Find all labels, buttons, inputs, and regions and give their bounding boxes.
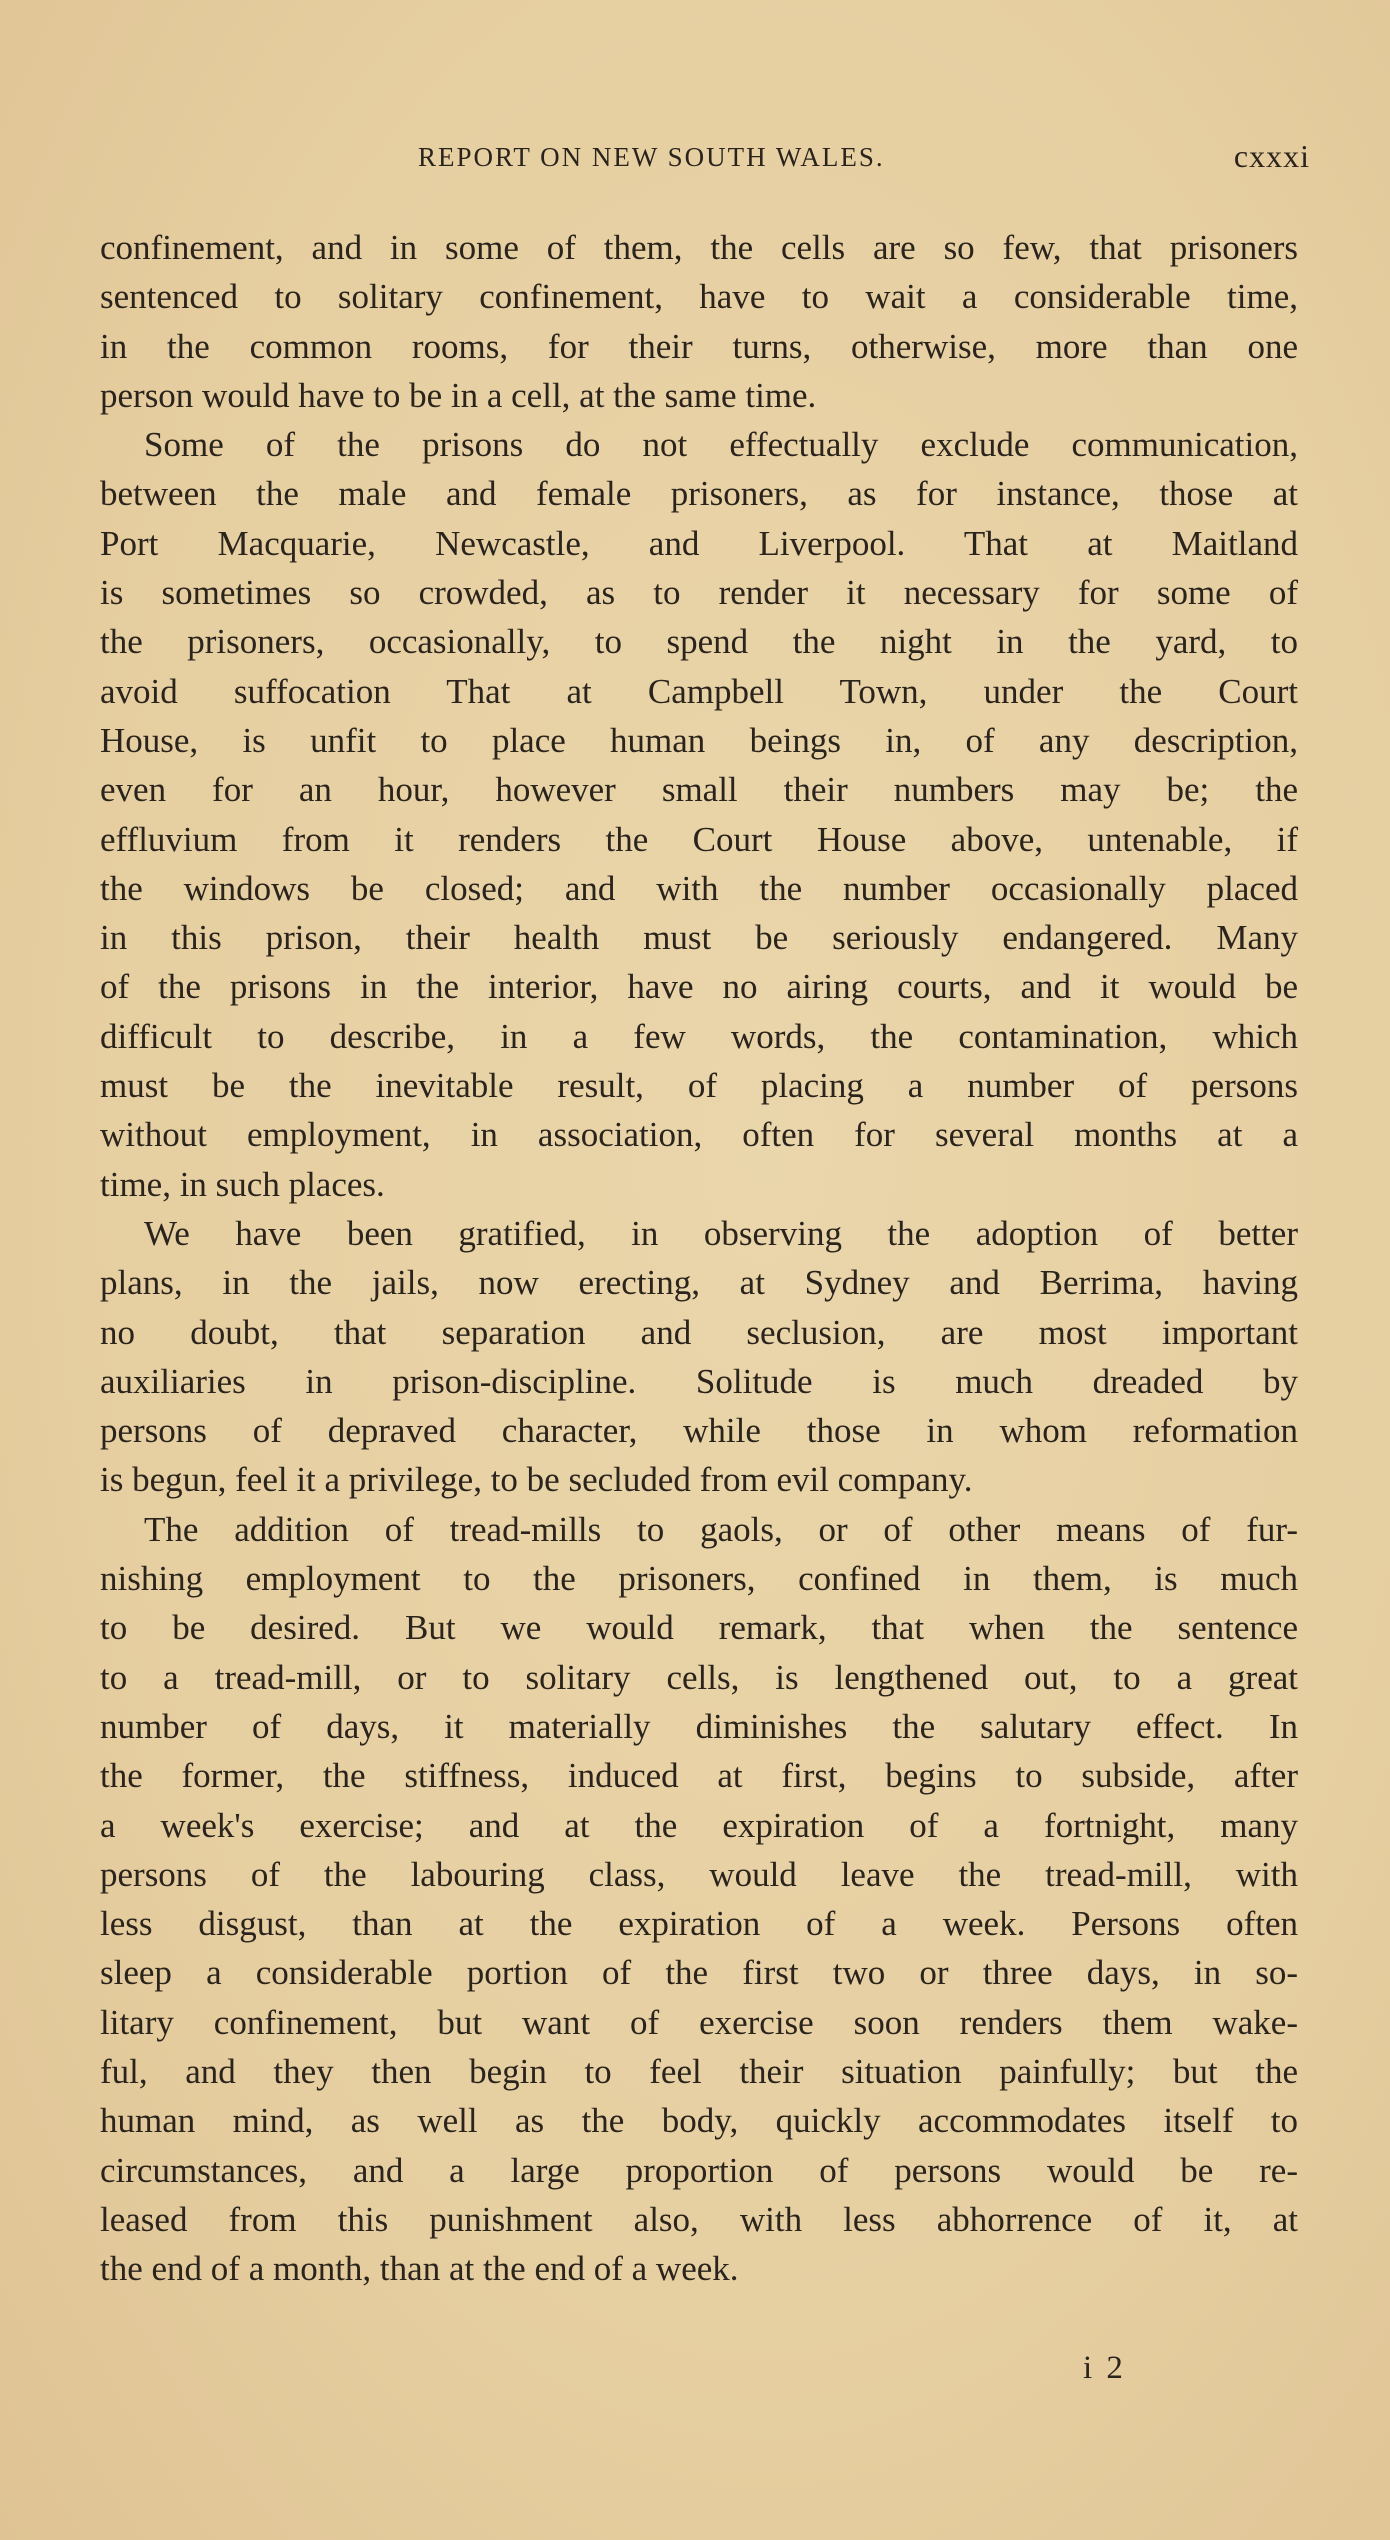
text-line: between the male and female prisoners, as for instance, those at <box>100 474 1298 514</box>
text-line: avoid suffocation That at Campbell Town, under the Court <box>100 671 1298 711</box>
text-line: in the common rooms, for their turns, otherwise, more than one <box>100 326 1298 366</box>
paragraph <box>100 223 1298 420</box>
text-line: plans, in the jails, now erecting, at Sydney and Berrima, having <box>100 1263 1298 1303</box>
text-line: leased from this punishment also, with less abhorrence of it, at <box>100 2199 1298 2239</box>
text-line: number of days, it materially diminishes the salutary effect. In <box>100 1706 1298 1746</box>
text-line: persons of the labouring class, would leave the tread-mill, with <box>100 1854 1298 1894</box>
text-line: person would have to be in a cell, at the same time. <box>100 375 817 415</box>
text-line: nishing employment to the prisoners, confined in them, is much <box>100 1559 1298 1599</box>
text-line: to a tread-mill, or to solitary cells, is lengthened out, to a great <box>100 1657 1298 1697</box>
signature-mark: i 2 <box>1083 2350 1126 2386</box>
text-line: the former, the stiffness, induced at first, begins to subside, after <box>100 1756 1298 1796</box>
paragraph <box>100 420 1298 1209</box>
text-line: time, in such places. <box>100 1164 385 1204</box>
text-line: effluvium from it renders the Court House above, untenable, if <box>100 819 1298 859</box>
text-line: even for an hour, however small their numbers may be; the <box>100 770 1298 810</box>
text-line: must be the inevitable result, of placing a number of persons <box>100 1066 1298 1106</box>
text-line: less disgust, than at the expiration of a week. Persons often <box>100 1904 1298 1944</box>
text-line: persons of depraved character, while those in whom reformation <box>100 1411 1298 1451</box>
text-line: without employment, in association, often for several months at a <box>100 1115 1298 1155</box>
text-line: the windows be closed; and with the number occasionally placed <box>100 868 1298 908</box>
paragraph <box>100 1505 1298 2294</box>
text-line: to be desired. But we would remark, that when the sentence <box>100 1608 1298 1648</box>
text-line: The addition of tread-mills to gaols, or of other means of fur- <box>144 1509 1298 1549</box>
text-line: sleep a considerable portion of the first two or three days, in so- <box>100 1953 1298 1993</box>
text-line: We have been gratified, in observing the adoption of better <box>144 1213 1298 1253</box>
text-line: auxiliaries in prison-discipline. Solitude is much dreaded by <box>100 1361 1298 1401</box>
text-line: is sometimes so crowded, as to render it necessary for some of <box>100 573 1298 613</box>
text-line: of the prisons in the interior, have no airing courts, and it would be <box>100 967 1298 1007</box>
paragraph <box>100 1209 1298 1505</box>
text-line: ful, and they then begin to feel their situation painfully; but the <box>100 2051 1298 2091</box>
text-line: the prisoners, occasionally, to spend the night in the yard, to <box>100 622 1298 662</box>
text-line: Some of the prisons do not effectually exclude communication, <box>144 425 1298 465</box>
text-line: the end of a month, than at the end of a week. <box>100 2249 739 2289</box>
text-line: a week's exercise; and at the expiration of a fortnight, many <box>100 1805 1298 1845</box>
text-line: confinement, and in some of them, the cells are so few, that prisoners <box>100 228 1298 267</box>
text-line: litary confinement, but want of exercise soon renders them wake- <box>100 2002 1298 2042</box>
body-text <box>100 223 1298 2293</box>
text-line: House, is unfit to place human beings in, of any description, <box>100 720 1298 760</box>
text-line: is begun, feel it a privilege, to be secluded from evil company. <box>100 1460 973 1500</box>
text-line: in this prison, their health must be seriously endangered. Many <box>100 918 1298 958</box>
page-number: cxxxi <box>1233 138 1310 174</box>
text-line: sentenced to solitary confinement, have to wait a considerable time, <box>100 277 1298 317</box>
text-line: no doubt, that separation and seclusion, are most important <box>100 1312 1298 1352</box>
text-line: Port Macquarie, Newcastle, and Liverpool. That at Maitland <box>100 523 1298 563</box>
text-line: difficult to describe, in a few words, the contamination, which <box>100 1016 1298 1056</box>
text-line: human mind, as well as the body, quickly accommodates itself to <box>100 2101 1298 2141</box>
text-line: circumstances, and a large proportion of persons would be re- <box>100 2150 1298 2190</box>
running-header-title: REPORT ON NEW SOUTH WALES. <box>418 142 885 172</box>
